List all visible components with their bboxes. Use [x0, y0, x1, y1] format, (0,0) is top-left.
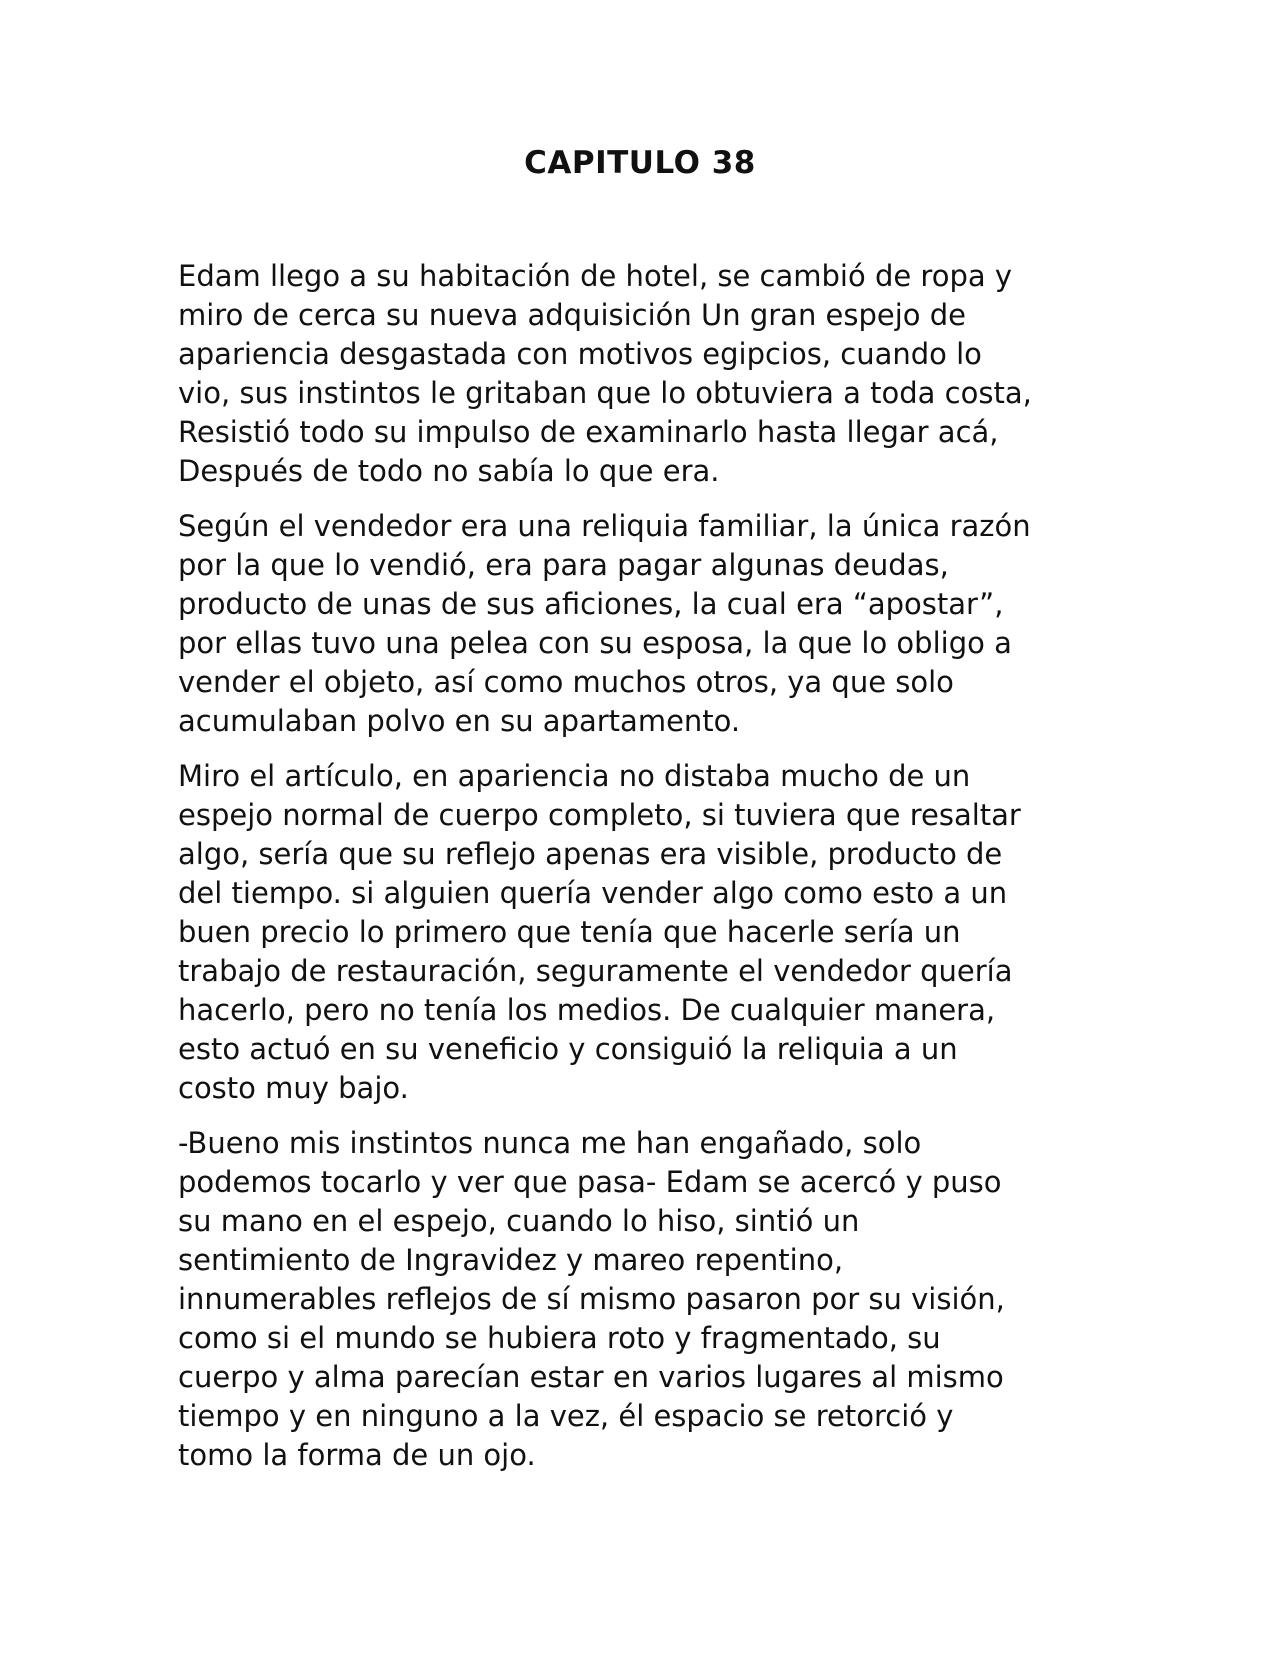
text-line: como si el mundo se hubiera roto y fragmentado, su	[178, 1321, 941, 1355]
text-line: por ellas tuvo una pelea con su esposa, la que lo obligo a	[178, 626, 1012, 660]
text-line: innumerables reflejos de sí mismo pasaron por su visión,	[178, 1282, 1005, 1316]
paragraph-1	[178, 257, 1118, 491]
text-line: trabajo de restauración, seguramente el vendedor quería	[178, 954, 1013, 988]
text-line: esto actuó en su veneficio y consiguió la reliquia a un	[178, 1032, 958, 1066]
paragraph-4	[178, 1124, 1118, 1475]
text-line: podemos tocarlo y ver que pasa- Edam se acercó y puso	[178, 1165, 1002, 1199]
chapter-body	[178, 257, 1118, 1491]
paragraph-2	[178, 507, 1118, 741]
text-line: espejo normal de cuerpo completo, si tuviera que resaltar	[178, 798, 1021, 832]
text-line: costo muy bajo.	[178, 1071, 409, 1105]
text-line: acumulaban polvo en su apartamento.	[178, 704, 741, 738]
text-line: Según el vendedor era una reliquia familiar, la única razón	[178, 509, 1031, 543]
text-line: vender el objeto, así como muchos otros, ya que solo	[178, 665, 954, 699]
text-line: Resistió todo su impulso de examinarlo hasta llegar acá,	[178, 415, 999, 449]
text-line: miro de cerca su nueva adquisición Un gran espejo de	[178, 298, 967, 332]
text-line: algo, sería que su reflejo apenas era visible, producto de	[178, 837, 1003, 871]
paragraph-3	[178, 757, 1118, 1108]
text-line: del tiempo. si alguien quería vender algo como esto a un	[178, 876, 1008, 910]
text-line: sentimiento de Ingravidez y mareo repentino,	[178, 1243, 844, 1277]
text-line: Edam llego a su habitación de hotel, se cambió de ropa y	[178, 259, 1013, 293]
text-line: producto de unas de sus aficiones, la cual era “apostar”,	[178, 587, 1004, 621]
text-line: por la que lo vendió, era para pagar algunas deudas,	[178, 548, 949, 582]
text-line: vio, sus instintos le gritaban que lo obtuviera a toda costa,	[178, 376, 1032, 410]
chapter-title: CAPITULO 38	[524, 145, 756, 181]
text-line: buen precio lo primero que tenía que hacerle sería un	[178, 915, 961, 949]
text-line: cuerpo y alma parecían estar en varios lugares al mismo	[178, 1360, 1004, 1394]
text-line: su mano en el espejo, cuando lo hiso, sintió un	[178, 1204, 860, 1238]
text-line: apariencia desgastada con motivos egipcios, cuando lo	[178, 337, 982, 371]
text-line: Después de todo no sabía lo que era.	[178, 454, 720, 488]
text-line: hacerlo, pero no tenía los medios. De cualquier manera,	[178, 993, 996, 1027]
text-line: Miro el artículo, en apariencia no distaba mucho de un	[178, 759, 971, 793]
text-line: tiempo y en ninguno a la vez, él espacio se retorció y	[178, 1399, 954, 1433]
text-line: -Bueno mis instintos nunca me han engañado, solo	[178, 1126, 922, 1160]
text-line: tomo la forma de un ojo.	[178, 1438, 536, 1472]
